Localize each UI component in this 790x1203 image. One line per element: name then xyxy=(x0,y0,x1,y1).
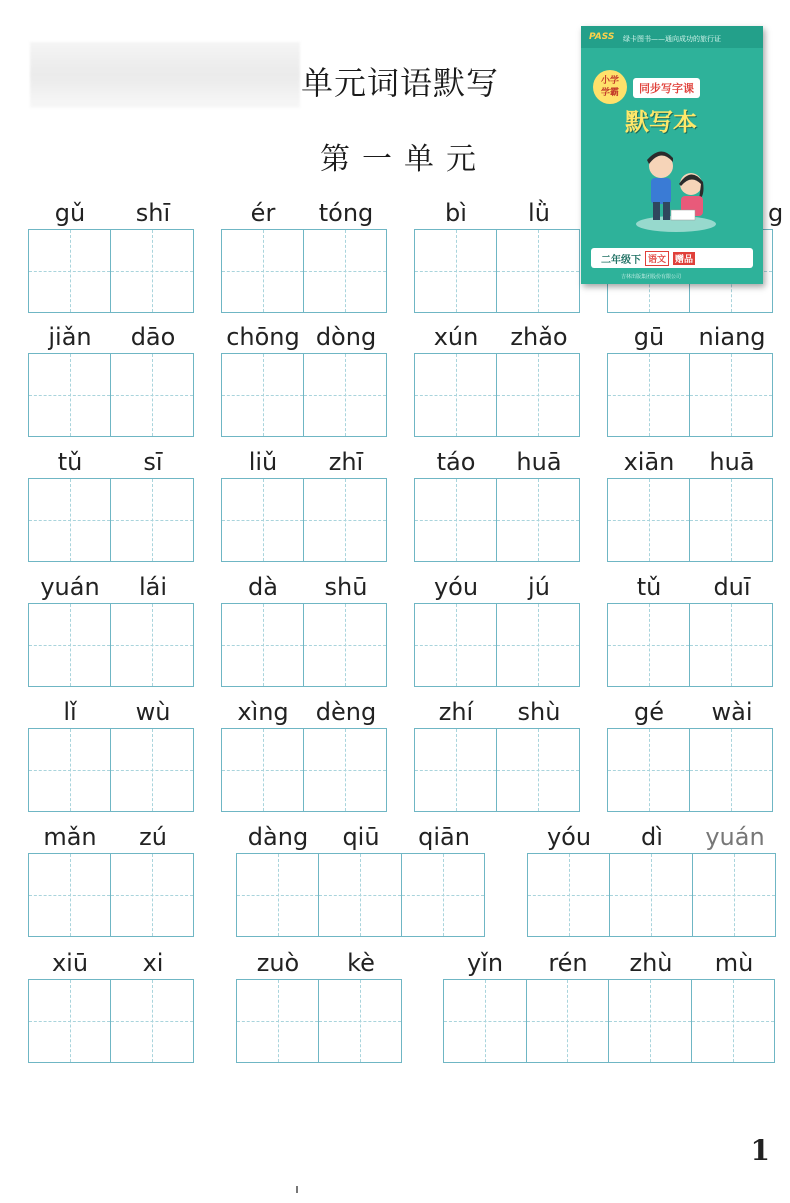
pinyin-label: rén xyxy=(548,949,588,977)
pinyin-label: xi xyxy=(142,949,164,977)
writing-cell[interactable] xyxy=(111,354,193,436)
pinyin-label: qiū xyxy=(342,823,380,851)
pinyin-label: gé xyxy=(634,698,664,726)
unit-title: 第一单元 xyxy=(320,142,488,177)
writing-cell[interactable] xyxy=(237,980,319,1062)
tianzige-grid[interactable] xyxy=(28,603,194,687)
writing-cell[interactable] xyxy=(222,604,304,686)
writing-cell[interactable] xyxy=(690,354,772,436)
writing-cell[interactable] xyxy=(304,604,386,686)
pinyin-label: yóu xyxy=(433,573,479,601)
tianzige-grid[interactable] xyxy=(28,853,194,937)
writing-cell[interactable] xyxy=(692,980,775,1062)
pinyin-label: táo xyxy=(436,448,476,476)
writing-cell[interactable] xyxy=(111,729,193,811)
pinyin-label: kè xyxy=(347,949,375,977)
pinyin-label: gǔ xyxy=(54,199,86,227)
writing-cell[interactable] xyxy=(402,854,484,936)
writing-cell[interactable] xyxy=(111,604,193,686)
pinyin-label: lǐ xyxy=(63,698,77,726)
pinyin-label: yuán xyxy=(705,823,765,851)
tianzige-grid[interactable] xyxy=(414,353,580,437)
pinyin-label: liǔ xyxy=(248,448,278,476)
tianzige-grid[interactable] xyxy=(221,229,387,313)
writing-cell[interactable] xyxy=(608,604,690,686)
tianzige-grid[interactable] xyxy=(221,478,387,562)
tianzige-grid[interactable] xyxy=(607,603,773,687)
tianzige-grid[interactable] xyxy=(28,229,194,313)
tianzige-grid[interactable] xyxy=(236,853,485,937)
pinyin-label: tǔ xyxy=(57,448,83,476)
writing-cell[interactable] xyxy=(609,980,692,1062)
pinyin-label: chōng xyxy=(226,323,300,351)
pinyin-label: dèng xyxy=(315,698,377,726)
pinyin-label: tǔ xyxy=(636,573,662,601)
cover-banner: 同步写字课 xyxy=(633,78,700,98)
cover-logo: PASS xyxy=(589,32,615,42)
writing-cell[interactable] xyxy=(693,854,775,936)
pinyin-label: wài xyxy=(711,698,753,726)
page-number: 1 xyxy=(750,1134,770,1167)
writing-cell[interactable] xyxy=(29,230,111,312)
pinyin-label: jiǎn xyxy=(48,323,92,351)
writing-cell[interactable] xyxy=(690,729,772,811)
cover-main-title: 默写本 xyxy=(625,108,697,136)
writing-cell[interactable] xyxy=(222,729,304,811)
tianzige-grid[interactable] xyxy=(28,979,194,1063)
pinyin-label: shū xyxy=(324,573,368,601)
writing-cell[interactable] xyxy=(29,854,111,936)
writing-cell[interactable] xyxy=(497,604,579,686)
page-title: 单元词语默写 xyxy=(300,64,499,102)
tianzige-grid[interactable] xyxy=(28,728,194,812)
writing-cell[interactable] xyxy=(304,479,386,561)
writing-cell[interactable] xyxy=(528,854,610,936)
writing-cell[interactable] xyxy=(497,354,579,436)
writing-cell[interactable] xyxy=(497,479,579,561)
pinyin-label: huā xyxy=(516,448,562,476)
tianzige-grid[interactable] xyxy=(414,229,580,313)
tianzige-grid[interactable] xyxy=(527,853,776,937)
tianzige-grid[interactable] xyxy=(414,603,580,687)
pinyin-label: zhù xyxy=(629,949,673,977)
pinyin-label: zhī xyxy=(328,448,364,476)
writing-cell[interactable] xyxy=(690,604,772,686)
pinyin-label: xìng xyxy=(237,698,289,726)
writing-cell[interactable] xyxy=(415,479,497,561)
tianzige-grid[interactable] xyxy=(414,728,580,812)
writing-cell[interactable] xyxy=(29,479,111,561)
cover-subject: 语文 xyxy=(645,251,669,266)
writing-cell[interactable] xyxy=(497,729,579,811)
pinyin-label: wù xyxy=(135,698,171,726)
pinyin-label: duī xyxy=(713,573,751,601)
writing-cell[interactable] xyxy=(222,354,304,436)
cover-slogan: 绿卡图书——通向成功的旅行证 xyxy=(623,35,721,43)
writing-cell[interactable] xyxy=(444,980,527,1062)
pinyin-label: yóu xyxy=(546,823,592,851)
writing-cell[interactable] xyxy=(497,230,579,312)
tianzige-grid[interactable] xyxy=(221,603,387,687)
writing-cell[interactable] xyxy=(608,729,690,811)
pinyin-label: mù xyxy=(714,949,754,977)
writing-cell[interactable] xyxy=(415,729,497,811)
tianzige-grid[interactable] xyxy=(28,353,194,437)
writing-cell[interactable] xyxy=(222,230,304,312)
cover-grade-bar xyxy=(591,248,753,268)
writing-cell[interactable] xyxy=(222,479,304,561)
pinyin-label: zú xyxy=(139,823,167,851)
pinyin-label: tóng xyxy=(318,199,374,227)
writing-cell[interactable] xyxy=(319,980,401,1062)
pinyin-label: yuán xyxy=(40,573,100,601)
tianzige-grid[interactable] xyxy=(221,353,387,437)
writing-cell[interactable] xyxy=(29,354,111,436)
writing-cell[interactable] xyxy=(319,854,401,936)
pinyin-label: xiū xyxy=(51,949,89,977)
writing-cell[interactable] xyxy=(304,354,386,436)
writing-cell[interactable] xyxy=(304,230,386,312)
pinyin-label: bì xyxy=(445,199,467,227)
tianzige-grid[interactable] xyxy=(221,728,387,812)
tianzige-grid[interactable] xyxy=(414,478,580,562)
pinyin-label: shī xyxy=(135,199,171,227)
book-cover-image xyxy=(581,26,763,284)
writing-cell[interactable] xyxy=(111,980,193,1062)
pinyin-label: lái xyxy=(138,573,168,601)
writing-cell[interactable] xyxy=(415,230,497,312)
writing-cell[interactable] xyxy=(415,604,497,686)
tianzige-grid[interactable] xyxy=(28,478,194,562)
writing-cell[interactable] xyxy=(608,354,690,436)
cover-gift: 赠品 xyxy=(673,252,695,265)
pinyin-label: dà xyxy=(248,573,278,601)
pinyin-label: dòng xyxy=(315,323,377,351)
writing-cell[interactable] xyxy=(237,854,319,936)
writing-cell[interactable] xyxy=(111,230,193,312)
pinyin-label: zhí xyxy=(438,698,474,726)
pinyin-label: dàng xyxy=(247,823,309,851)
writing-cell[interactable] xyxy=(527,980,610,1062)
cover-grade: 二年级下 xyxy=(601,254,641,266)
pinyin-label: gū xyxy=(633,323,665,351)
pinyin-label: sī xyxy=(143,448,163,476)
writing-cell[interactable] xyxy=(111,854,193,936)
tianzige-grid[interactable] xyxy=(607,353,773,437)
pinyin-label: huā xyxy=(709,448,755,476)
pinyin-label: dì xyxy=(641,823,663,851)
pinyin-label: qiān xyxy=(418,823,470,851)
pinyin-label: niang xyxy=(698,323,766,351)
writing-cell[interactable] xyxy=(29,604,111,686)
pinyin-label: lǜ xyxy=(528,199,550,227)
tianzige-grid[interactable] xyxy=(607,478,773,562)
pinyin-label: jú xyxy=(528,573,550,601)
writing-cell[interactable] xyxy=(111,479,193,561)
cover-badge: 小学 学霸 xyxy=(593,70,627,104)
writing-cell[interactable] xyxy=(690,479,772,561)
pinyin-label: shù xyxy=(517,698,561,726)
pinyin-label: xún xyxy=(433,323,479,351)
children-illustration xyxy=(631,144,721,234)
pinyin-label: dāo xyxy=(130,323,176,351)
writing-cell[interactable] xyxy=(29,980,111,1062)
pinyin-label: yǐn xyxy=(466,949,504,977)
pinyin-label: xiān xyxy=(623,448,675,476)
pinyin-label: zuò xyxy=(256,949,300,977)
pinyin-label: zhǎo xyxy=(510,323,568,351)
tianzige-grid[interactable] xyxy=(607,728,773,812)
scan-mark xyxy=(296,1186,298,1193)
writing-cell[interactable] xyxy=(608,479,690,561)
cover-publisher: 吉林出版集团股份有限公司 xyxy=(621,274,682,280)
writing-cell[interactable] xyxy=(610,854,692,936)
writing-cell[interactable] xyxy=(304,729,386,811)
tianzige-grid[interactable] xyxy=(236,979,402,1063)
pinyin-label: g xyxy=(768,199,784,227)
pinyin-label: mǎn xyxy=(43,823,97,851)
writing-cell[interactable] xyxy=(415,354,497,436)
tianzige-grid[interactable] xyxy=(443,979,775,1063)
pinyin-label: ér xyxy=(250,199,276,227)
writing-cell[interactable] xyxy=(29,729,111,811)
